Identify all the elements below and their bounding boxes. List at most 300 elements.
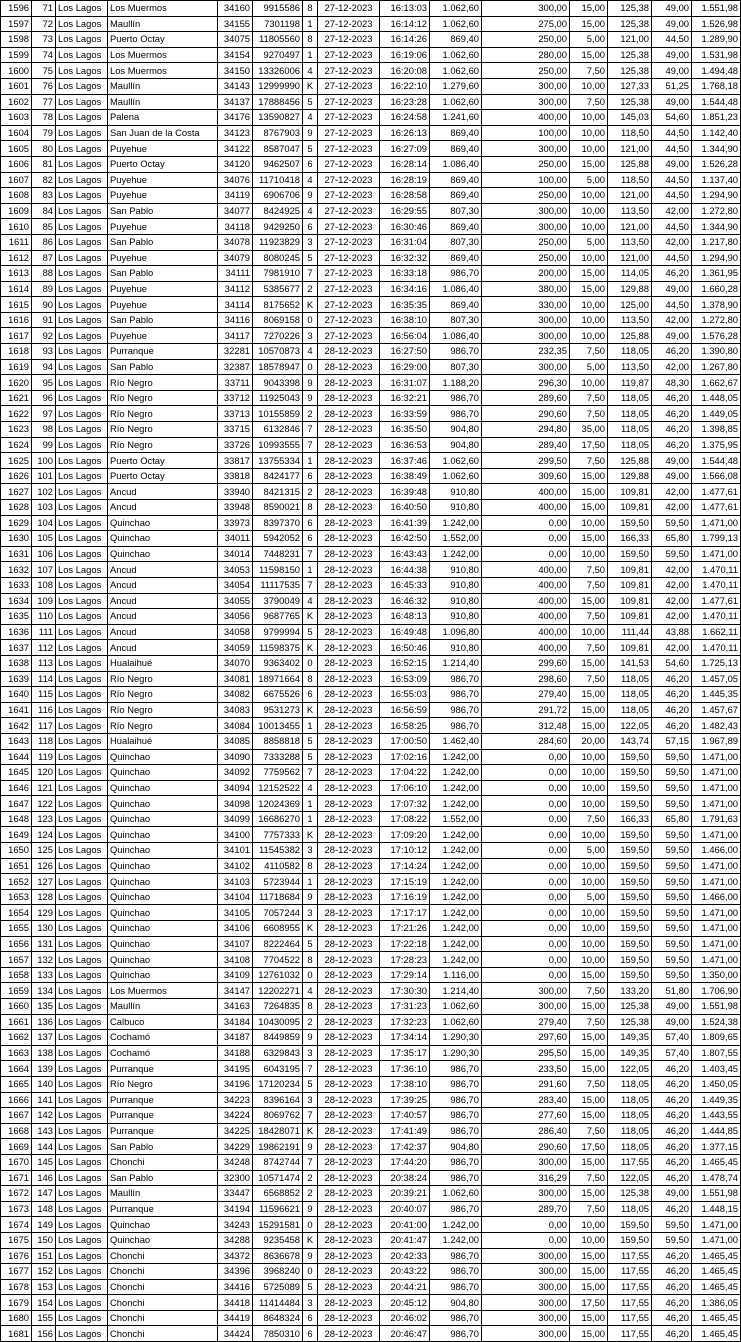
table-row <box>1 640 741 656</box>
amount-1-cell: 1.188,20 <box>430 375 482 391</box>
amount-5-cell: 46,20 <box>652 1123 692 1139</box>
amount-3-cell: 15,00 <box>570 47 608 63</box>
table-row <box>1 156 741 172</box>
check-digit-cell: 9 <box>303 1139 318 1155</box>
commune-cell: Quinchao <box>108 936 218 952</box>
time-cell: 16:37:46 <box>380 453 430 469</box>
record-number: 107 <box>32 562 56 578</box>
total-cell: 1.706,90 <box>692 983 741 999</box>
amount-4-cell: 109,81 <box>608 593 652 609</box>
amount-4-cell: 125,88 <box>608 328 652 344</box>
record-number: 121 <box>32 780 56 796</box>
code-cell: 34101 <box>218 843 253 859</box>
amount-5-cell: 46,20 <box>652 702 692 718</box>
code-cell: 34184 <box>218 1014 253 1030</box>
record-number: 141 <box>32 1092 56 1108</box>
amount-5-cell: 46,20 <box>652 1201 692 1217</box>
amount-1-cell: 869,40 <box>430 172 482 188</box>
time-cell: 17:09:20 <box>380 827 430 843</box>
row-index: 1678 <box>1 1279 32 1295</box>
amount-1-cell: 910,80 <box>430 484 482 500</box>
rut-cell: 7448231 <box>253 546 303 562</box>
amount-5-cell: 49,00 <box>652 156 692 172</box>
time-cell: 20:41:47 <box>380 1232 430 1248</box>
rut-cell: 12999990 <box>253 78 303 94</box>
check-digit-cell: 4 <box>303 593 318 609</box>
row-index: 1596 <box>1 1 32 17</box>
rut-cell: 8590021 <box>253 500 303 516</box>
amount-4-cell: 159,50 <box>608 765 652 781</box>
code-cell: 34194 <box>218 1201 253 1217</box>
row-index: 1618 <box>1 344 32 360</box>
amount-3-cell: 15,00 <box>570 1154 608 1170</box>
amount-4-cell: 121,00 <box>608 219 652 235</box>
row-index: 1638 <box>1 655 32 671</box>
table-row <box>1 1076 741 1092</box>
amount-2-cell: 0,00 <box>482 546 570 562</box>
code-cell: 34137 <box>218 94 253 110</box>
amount-4-cell: 149,35 <box>608 1045 652 1061</box>
time-cell: 20:44:21 <box>380 1279 430 1295</box>
table-row <box>1 624 741 640</box>
commune-cell: Quinchao <box>108 967 218 983</box>
region-cell: Los Lagos <box>56 110 108 126</box>
amount-2-cell: 0,00 <box>482 952 570 968</box>
amount-1-cell: 1.062,60 <box>430 453 482 469</box>
commune-cell: Purranque <box>108 1201 218 1217</box>
total-cell: 1.361,95 <box>692 266 741 282</box>
region-cell: Los Lagos <box>56 967 108 983</box>
time-cell: 16:14:26 <box>380 32 430 48</box>
code-cell: 34224 <box>218 1108 253 1124</box>
rut-cell: 10155859 <box>253 406 303 422</box>
amount-4-cell: 118,50 <box>608 172 652 188</box>
commune-cell: Río Negro <box>108 422 218 438</box>
time-cell: 17:21:26 <box>380 921 430 937</box>
commune-cell: Los Muermos <box>108 63 218 79</box>
amount-2-cell: 250,00 <box>482 156 570 172</box>
table-row <box>1 531 741 547</box>
rut-cell: 8396164 <box>253 1092 303 1108</box>
region-cell: Los Lagos <box>56 484 108 500</box>
record-number: 140 <box>32 1076 56 1092</box>
code-cell: 34081 <box>218 671 253 687</box>
table-row <box>1 141 741 157</box>
check-digit-cell: 0 <box>303 312 318 328</box>
amount-1-cell: 986,70 <box>430 702 482 718</box>
total-cell: 1.967,89 <box>692 733 741 749</box>
time-cell: 17:00:50 <box>380 733 430 749</box>
amount-4-cell: 125,38 <box>608 1014 652 1030</box>
region-cell: Los Lagos <box>56 390 108 406</box>
region-cell: Los Lagos <box>56 1014 108 1030</box>
amount-1-cell: 986,70 <box>430 1123 482 1139</box>
amount-5-cell: 42,00 <box>652 609 692 625</box>
rut-cell: 11923829 <box>253 234 303 250</box>
date-cell: 28-12-2023 <box>318 546 380 562</box>
row-index: 1643 <box>1 733 32 749</box>
time-cell: 17:10:12 <box>380 843 430 859</box>
amount-2-cell: 380,00 <box>482 281 570 297</box>
amount-5-cell: 46,20 <box>652 422 692 438</box>
total-cell: 1.768,18 <box>692 78 741 94</box>
table-row <box>1 999 741 1015</box>
record-number: 137 <box>32 1030 56 1046</box>
commune-cell: Río Negro <box>108 437 218 453</box>
amount-2-cell: 0,00 <box>482 749 570 765</box>
amount-5-cell: 59,50 <box>652 546 692 562</box>
amount-4-cell: 113,50 <box>608 312 652 328</box>
time-cell: 17:44:20 <box>380 1154 430 1170</box>
region-cell: Los Lagos <box>56 32 108 48</box>
row-index: 1613 <box>1 266 32 282</box>
amount-1-cell: 904,80 <box>430 422 482 438</box>
record-number: 105 <box>32 531 56 547</box>
amount-1-cell: 1.242,00 <box>430 749 482 765</box>
date-cell: 28-12-2023 <box>318 1030 380 1046</box>
amount-4-cell: 111,44 <box>608 624 652 640</box>
amount-3-cell: 10,00 <box>570 827 608 843</box>
amount-1-cell: 986,70 <box>430 687 482 703</box>
check-digit-cell: K <box>303 297 318 313</box>
region-cell: Los Lagos <box>56 1108 108 1124</box>
region-cell: Los Lagos <box>56 234 108 250</box>
amount-1-cell: 1.116,00 <box>430 967 482 983</box>
amount-5-cell: 42,00 <box>652 484 692 500</box>
code-cell: 34076 <box>218 172 253 188</box>
amount-1-cell: 910,80 <box>430 640 482 656</box>
amount-1-cell: 1.242,00 <box>430 874 482 890</box>
commune-cell: Quinchao <box>108 811 218 827</box>
table-row <box>1 1045 741 1061</box>
check-digit-cell: 5 <box>303 94 318 110</box>
date-cell: 27-12-2023 <box>318 328 380 344</box>
time-cell: 16:23:28 <box>380 94 430 110</box>
row-index: 1614 <box>1 281 32 297</box>
check-digit-cell: 4 <box>303 63 318 79</box>
rut-cell: 17120234 <box>253 1076 303 1092</box>
amount-4-cell: 113,50 <box>608 234 652 250</box>
amount-1-cell: 807,30 <box>430 234 482 250</box>
code-cell: 33713 <box>218 406 253 422</box>
date-cell: 28-12-2023 <box>318 999 380 1015</box>
amount-4-cell: 117,55 <box>608 1310 652 1326</box>
amount-4-cell: 129,88 <box>608 468 652 484</box>
date-cell: 27-12-2023 <box>318 94 380 110</box>
check-digit-cell: 8 <box>303 999 318 1015</box>
check-digit-cell: 3 <box>303 328 318 344</box>
row-index: 1674 <box>1 1217 32 1233</box>
amount-5-cell: 44,50 <box>652 125 692 141</box>
amount-4-cell: 117,55 <box>608 1326 652 1342</box>
amount-5-cell: 65,80 <box>652 531 692 547</box>
amount-2-cell: 0,00 <box>482 811 570 827</box>
total-cell: 1.477,61 <box>692 500 741 516</box>
code-cell: 33712 <box>218 390 253 406</box>
code-cell: 34116 <box>218 312 253 328</box>
record-number: 156 <box>32 1326 56 1342</box>
check-digit-cell: 5 <box>303 1279 318 1295</box>
date-cell: 28-12-2023 <box>318 1045 380 1061</box>
total-cell: 1.377,15 <box>692 1139 741 1155</box>
amount-5-cell: 59,50 <box>652 780 692 796</box>
amount-5-cell: 59,50 <box>652 827 692 843</box>
rut-cell: 9235458 <box>253 1232 303 1248</box>
amount-3-cell: 15,00 <box>570 500 608 516</box>
amount-3-cell: 17,50 <box>570 1139 608 1155</box>
amount-2-cell: 300,00 <box>482 328 570 344</box>
record-number: 126 <box>32 858 56 874</box>
commune-cell: Quinchao <box>108 546 218 562</box>
check-digit-cell: 3 <box>303 1045 318 1061</box>
row-index: 1627 <box>1 484 32 500</box>
region-cell: Los Lagos <box>56 999 108 1015</box>
code-cell: 34103 <box>218 874 253 890</box>
amount-4-cell: 159,50 <box>608 905 652 921</box>
table-row <box>1 577 741 593</box>
amount-3-cell: 7,50 <box>570 811 608 827</box>
amount-3-cell: 10,00 <box>570 796 608 812</box>
record-number: 120 <box>32 765 56 781</box>
check-digit-cell: K <box>303 78 318 94</box>
amount-5-cell: 49,00 <box>652 1 692 17</box>
amount-1-cell: 1.242,00 <box>430 889 482 905</box>
region-cell: Los Lagos <box>56 203 108 219</box>
amount-5-cell: 59,50 <box>652 515 692 531</box>
commune-cell: Chonchi <box>108 1279 218 1295</box>
amount-3-cell: 5,00 <box>570 172 608 188</box>
check-digit-cell: 6 <box>303 1326 318 1342</box>
date-cell: 28-12-2023 <box>318 1295 380 1311</box>
amount-5-cell: 57,15 <box>652 733 692 749</box>
table-row <box>1 1123 741 1139</box>
time-cell: 16:33:59 <box>380 406 430 422</box>
amount-2-cell: 300,00 <box>482 78 570 94</box>
check-digit-cell: 9 <box>303 1248 318 1264</box>
row-index: 1604 <box>1 125 32 141</box>
amount-3-cell: 7,50 <box>570 1014 608 1030</box>
rut-cell: 11805560 <box>253 32 303 48</box>
amount-1-cell: 1.086,40 <box>430 156 482 172</box>
commune-cell: San Juan de la Costa <box>108 125 218 141</box>
commune-cell: Puerto Octay <box>108 468 218 484</box>
time-cell: 17:16:19 <box>380 889 430 905</box>
code-cell: 34111 <box>218 266 253 282</box>
amount-1-cell: 1.062,60 <box>430 468 482 484</box>
region-cell: Los Lagos <box>56 172 108 188</box>
amount-5-cell: 44,50 <box>652 188 692 204</box>
amount-1-cell: 1.242,00 <box>430 936 482 952</box>
region-cell: Los Lagos <box>56 250 108 266</box>
amount-3-cell: 5,00 <box>570 234 608 250</box>
check-digit-cell: 5 <box>303 1076 318 1092</box>
amount-4-cell: 117,55 <box>608 1248 652 1264</box>
date-cell: 27-12-2023 <box>318 78 380 94</box>
amount-4-cell: 159,50 <box>608 967 652 983</box>
table-row <box>1 281 741 297</box>
commune-cell: Quinchao <box>108 1217 218 1233</box>
time-cell: 16:20:08 <box>380 63 430 79</box>
amount-2-cell: 0,00 <box>482 796 570 812</box>
table-row <box>1 484 741 500</box>
row-index: 1659 <box>1 983 32 999</box>
amount-3-cell: 15,00 <box>570 1186 608 1202</box>
table-row <box>1 203 741 219</box>
total-cell: 1.272,80 <box>692 203 741 219</box>
commune-cell: Río Negro <box>108 718 218 734</box>
amount-3-cell: 7,50 <box>570 671 608 687</box>
amount-3-cell: 15,00 <box>570 1045 608 1061</box>
row-index: 1657 <box>1 952 32 968</box>
total-cell: 1.471,00 <box>692 874 741 890</box>
amount-3-cell: 15,00 <box>570 718 608 734</box>
check-digit-cell: 1 <box>303 874 318 890</box>
check-digit-cell: 5 <box>303 141 318 157</box>
row-index: 1665 <box>1 1076 32 1092</box>
row-index: 1631 <box>1 546 32 562</box>
rut-cell: 8222464 <box>253 936 303 952</box>
rut-cell: 17888456 <box>253 94 303 110</box>
amount-4-cell: 125,88 <box>608 156 652 172</box>
commune-cell: Quinchao <box>108 531 218 547</box>
region-cell: Los Lagos <box>56 983 108 999</box>
commune-cell: Maullín <box>108 16 218 32</box>
amount-1-cell: 1.290,30 <box>430 1030 482 1046</box>
table-row <box>1 468 741 484</box>
amount-2-cell: 330,00 <box>482 297 570 313</box>
code-cell: 34188 <box>218 1045 253 1061</box>
amount-1-cell: 1.242,00 <box>430 780 482 796</box>
table-row <box>1 32 741 48</box>
commune-cell: Ancud <box>108 562 218 578</box>
commune-cell: Quinchao <box>108 749 218 765</box>
code-cell: 34059 <box>218 640 253 656</box>
amount-5-cell: 59,50 <box>652 921 692 937</box>
rut-cell: 9462507 <box>253 156 303 172</box>
amount-3-cell: 10,00 <box>570 78 608 94</box>
row-index: 1649 <box>1 827 32 843</box>
code-cell: 32387 <box>218 359 253 375</box>
region-cell: Los Lagos <box>56 874 108 890</box>
row-index: 1610 <box>1 219 32 235</box>
amount-5-cell: 46,20 <box>652 1154 692 1170</box>
row-index: 1664 <box>1 1061 32 1077</box>
total-cell: 1.448,05 <box>692 390 741 406</box>
date-cell: 27-12-2023 <box>318 219 380 235</box>
amount-2-cell: 279,40 <box>482 1014 570 1030</box>
total-cell: 1.390,80 <box>692 344 741 360</box>
region-cell: Los Lagos <box>56 858 108 874</box>
date-cell: 28-12-2023 <box>318 811 380 827</box>
time-cell: 20:40:07 <box>380 1201 430 1217</box>
record-number: 80 <box>32 141 56 157</box>
region-cell: Los Lagos <box>56 531 108 547</box>
table-row <box>1 312 741 328</box>
region-cell: Los Lagos <box>56 78 108 94</box>
rut-cell: 9429250 <box>253 219 303 235</box>
region-cell: Los Lagos <box>56 219 108 235</box>
row-index: 1599 <box>1 47 32 63</box>
total-cell: 1.526,28 <box>692 156 741 172</box>
code-cell: 34163 <box>218 999 253 1015</box>
amount-5-cell: 42,00 <box>652 234 692 250</box>
commune-cell: Chonchi <box>108 1154 218 1170</box>
check-digit-cell: 2 <box>303 281 318 297</box>
amount-3-cell: 10,00 <box>570 1232 608 1248</box>
code-cell: 34107 <box>218 936 253 952</box>
code-cell: 34102 <box>218 858 253 874</box>
table-row <box>1 967 741 983</box>
record-number: 133 <box>32 967 56 983</box>
amount-2-cell: 300,00 <box>482 1186 570 1202</box>
amount-3-cell: 7,50 <box>570 63 608 79</box>
amount-1-cell: 986,70 <box>430 671 482 687</box>
region-cell: Los Lagos <box>56 640 108 656</box>
amount-1-cell: 986,70 <box>430 406 482 422</box>
date-cell: 28-12-2023 <box>318 687 380 703</box>
amount-1-cell: 869,40 <box>430 141 482 157</box>
date-cell: 27-12-2023 <box>318 297 380 313</box>
record-number: 145 <box>32 1154 56 1170</box>
total-cell: 1.470,11 <box>692 609 741 625</box>
total-cell: 1.725,13 <box>692 655 741 671</box>
date-cell: 28-12-2023 <box>318 375 380 391</box>
row-index: 1600 <box>1 63 32 79</box>
amount-4-cell: 117,55 <box>608 1154 652 1170</box>
code-cell: 34119 <box>218 188 253 204</box>
time-cell: 16:29:55 <box>380 203 430 219</box>
region-cell: Los Lagos <box>56 577 108 593</box>
date-cell: 27-12-2023 <box>318 172 380 188</box>
region-cell: Los Lagos <box>56 1295 108 1311</box>
row-index: 1655 <box>1 921 32 937</box>
date-cell: 28-12-2023 <box>318 1326 380 1342</box>
code-cell: 34077 <box>218 203 253 219</box>
check-digit-cell: 3 <box>303 1295 318 1311</box>
region-cell: Los Lagos <box>56 749 108 765</box>
total-cell: 1.465,45 <box>692 1326 741 1342</box>
code-cell: 34083 <box>218 702 253 718</box>
amount-3-cell: 15,00 <box>570 531 608 547</box>
check-digit-cell: 0 <box>303 655 318 671</box>
code-cell: 34288 <box>218 1232 253 1248</box>
rut-cell: 11596621 <box>253 1201 303 1217</box>
rut-cell: 3968240 <box>253 1264 303 1280</box>
amount-1-cell: 1.062,60 <box>430 1186 482 1202</box>
row-index: 1624 <box>1 437 32 453</box>
total-cell: 1.471,00 <box>692 749 741 765</box>
date-cell: 28-12-2023 <box>318 702 380 718</box>
amount-5-cell: 46,20 <box>652 344 692 360</box>
time-cell: 16:58:25 <box>380 718 430 734</box>
table-row <box>1 765 741 781</box>
amount-2-cell: 400,00 <box>482 609 570 625</box>
amount-4-cell: 127,33 <box>608 78 652 94</box>
check-digit-cell: 1 <box>303 16 318 32</box>
record-number: 115 <box>32 687 56 703</box>
record-number: 151 <box>32 1248 56 1264</box>
table-row <box>1 655 741 671</box>
total-cell: 1.471,00 <box>692 780 741 796</box>
rut-cell: 7759562 <box>253 765 303 781</box>
record-number: 92 <box>32 328 56 344</box>
amount-3-cell: 10,00 <box>570 297 608 313</box>
date-cell: 28-12-2023 <box>318 1232 380 1248</box>
time-cell: 17:32:23 <box>380 1014 430 1030</box>
row-index: 1634 <box>1 593 32 609</box>
record-number: 131 <box>32 936 56 952</box>
check-digit-cell: 1 <box>303 453 318 469</box>
